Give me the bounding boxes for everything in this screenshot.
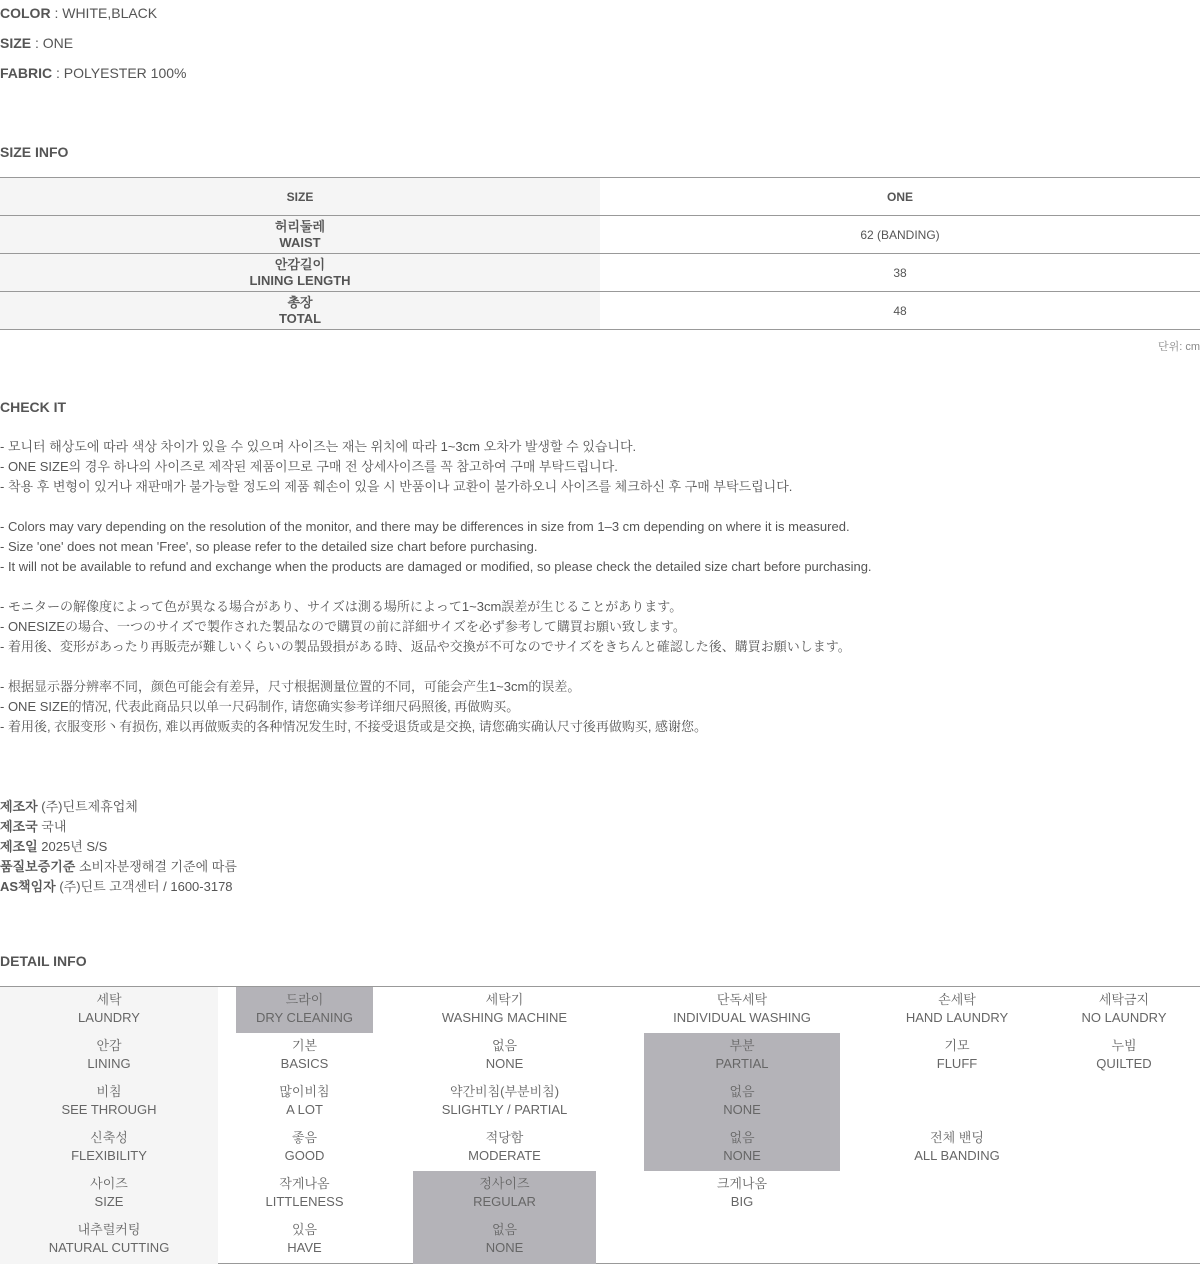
measure-label-ko: 허리둘레 bbox=[274, 218, 326, 234]
table-row bbox=[0, 216, 1200, 254]
option-en: SLIGHTLY / PARTIAL bbox=[441, 1102, 568, 1117]
option-ko: 드라이 bbox=[285, 992, 324, 1007]
option-en: MODERATE bbox=[468, 1148, 541, 1163]
detail-option bbox=[1050, 1037, 1198, 1073]
option-ko: 누빔 bbox=[1111, 1038, 1137, 1053]
label-ko: 비침 bbox=[96, 1084, 122, 1099]
maker-line bbox=[0, 797, 237, 817]
option-en: A LOT bbox=[286, 1102, 323, 1117]
label-ko: 내추럴커팅 bbox=[77, 1222, 141, 1237]
table-row bbox=[0, 254, 1200, 292]
check-line: - Size 'one' does not mean 'Free', so please refer to the detailed size chart before purchasing. bbox=[0, 539, 538, 554]
spec-key: COLOR bbox=[0, 5, 51, 21]
option-ko: 크게나옴 bbox=[716, 1176, 768, 1191]
detail-row-label-natural-cutting bbox=[0, 1221, 218, 1257]
option-en: DRY CLEANING bbox=[255, 1010, 354, 1025]
option-en: NONE bbox=[723, 1148, 761, 1163]
spec-key: SIZE bbox=[0, 35, 32, 51]
detail-option bbox=[413, 1221, 596, 1257]
option-ko: 작게나옴 bbox=[279, 1176, 330, 1191]
detail-option bbox=[236, 991, 373, 1027]
detail-option bbox=[236, 1083, 373, 1119]
detail-option bbox=[413, 1175, 596, 1211]
measure-label-en: TOTAL bbox=[278, 310, 322, 326]
label-en: SIZE bbox=[94, 1194, 124, 1209]
measure-label bbox=[0, 216, 600, 254]
detail-option bbox=[880, 1129, 1034, 1165]
table-row bbox=[0, 292, 1200, 330]
detail-option bbox=[644, 1129, 840, 1165]
detail-row-label-see-through bbox=[0, 1083, 218, 1119]
label-ko: 세탁 bbox=[96, 992, 122, 1007]
detail-option bbox=[644, 1175, 840, 1211]
detail-option bbox=[1050, 991, 1198, 1027]
option-ko: 많이비침 bbox=[279, 1084, 330, 1099]
label-en: LINING bbox=[87, 1056, 131, 1071]
spec-fabric bbox=[0, 65, 186, 81]
check-line: - モニターの解像度によって色が異なる場合があり、サイズは測る場所によって1~3cm誤差が生じることがあります。 bbox=[0, 599, 683, 614]
maker-key: 제조일 bbox=[0, 839, 38, 854]
check-chinese bbox=[0, 677, 707, 737]
maker-key: 제조자 bbox=[0, 799, 38, 814]
label-en: SEE THROUGH bbox=[61, 1102, 157, 1117]
size-table bbox=[0, 177, 1200, 330]
option-en: ALL BANDING bbox=[914, 1148, 1000, 1163]
check-line: - Colors may vary depending on the resolution of the monitor, and there may be differences in size from 1–3 cm depending on where it is measured. bbox=[0, 519, 850, 534]
check-english bbox=[0, 517, 872, 577]
maker-key: 제조국 bbox=[0, 819, 38, 834]
measure-label-en: LINING LENGTH bbox=[249, 272, 351, 288]
measure-value: 48 bbox=[600, 292, 1200, 330]
check-line: - ONE SIZE의 경우 하나의 사이즈로 제작된 제품이므로 구매 전 상세사이즈를 꼭 참고하여 구매 부탁드립니다. bbox=[0, 459, 618, 474]
option-ko: 전체 밴딩 bbox=[930, 1130, 984, 1145]
option-en: QUILTED bbox=[1096, 1056, 1152, 1071]
option-ko: 기모 bbox=[944, 1038, 970, 1053]
option-en: NONE bbox=[485, 1056, 524, 1071]
option-en: PARTIAL bbox=[715, 1056, 769, 1071]
detail-option bbox=[644, 1037, 840, 1073]
maker-key: 품질보증기준 bbox=[0, 859, 76, 874]
spec-value: : ONE bbox=[31, 35, 74, 51]
detail-option bbox=[413, 1129, 596, 1165]
option-en: FLUFF bbox=[936, 1056, 978, 1071]
detail-row-label-size bbox=[0, 1175, 218, 1211]
option-ko: 정사이즈 bbox=[479, 1176, 530, 1191]
label-en: FLEXIBILITY bbox=[71, 1148, 147, 1163]
option-ko: 있음 bbox=[291, 1222, 318, 1237]
maker-line bbox=[0, 837, 237, 857]
spec-value: : POLYESTER 100% bbox=[52, 65, 187, 81]
option-ko: 손세탁 bbox=[938, 992, 976, 1007]
detail-row-label-flexibility bbox=[0, 1129, 218, 1165]
label-ko: 사이즈 bbox=[90, 1176, 128, 1191]
detail-info-title: DETAIL INFO bbox=[0, 953, 87, 969]
detail-option bbox=[413, 1083, 596, 1119]
label-ko: 신축성 bbox=[90, 1130, 128, 1145]
check-line: - 착용 후 변형이 있거나 재판매가 불가능할 정도의 제품 훼손이 있을 시 반품이나 교환이 불가하오니 사이즈를 체크하신 후 구매 부탁드립니다. bbox=[0, 479, 793, 494]
maker-line bbox=[0, 817, 237, 837]
check-line: - ONESIZEの場合、一つのサイズで製作された製品なので購買の前に詳細サイズを必ず参考して購買お願い致します。 bbox=[0, 619, 686, 634]
measure-value: 62 (BANDING) bbox=[600, 216, 1200, 254]
maker-value: 2025년 S/S bbox=[37, 839, 108, 854]
option-ko: 세탁금지 bbox=[1098, 992, 1150, 1007]
option-en: BASICS bbox=[280, 1056, 329, 1071]
option-en: LITTLENESS bbox=[265, 1194, 344, 1209]
option-ko: 없음 bbox=[729, 1130, 755, 1145]
option-en: REGULAR bbox=[473, 1194, 536, 1209]
check-korean bbox=[0, 437, 792, 497]
measure-label-ko: 안감길이 bbox=[274, 256, 326, 272]
detail-option bbox=[413, 1037, 596, 1073]
check-line: - 모니터 해상도에 따라 색상 차이가 있을 수 있으며 사이즈는 재는 위치에 따라 1~3cm 오차가 발생할 수 있습니다. bbox=[0, 439, 637, 454]
maker-value: 소비자분쟁해결 기준에 따름 bbox=[75, 859, 237, 874]
label-ko: 안감 bbox=[96, 1038, 122, 1053]
option-ko: 적당함 bbox=[485, 1130, 524, 1145]
measure-label bbox=[0, 292, 600, 330]
maker-key: AS책임자 bbox=[0, 879, 56, 894]
maker-value: (주)딘트제휴업체 bbox=[37, 799, 138, 814]
option-ko: 기본 bbox=[291, 1038, 318, 1053]
maker-line bbox=[0, 857, 237, 877]
option-ko: 부분 bbox=[729, 1038, 755, 1053]
measure-label-en: WAIST bbox=[279, 234, 321, 250]
option-en: NONE bbox=[485, 1240, 524, 1255]
detail-option bbox=[644, 1083, 840, 1119]
option-ko: 없음 bbox=[491, 1038, 518, 1053]
option-en: GOOD bbox=[284, 1148, 325, 1163]
table-row bbox=[0, 178, 1200, 216]
option-ko: 좋음 bbox=[291, 1130, 318, 1145]
detail-option bbox=[236, 1129, 373, 1165]
maker-info bbox=[0, 797, 237, 897]
check-japanese bbox=[0, 597, 851, 657]
size-info-title: SIZE INFO bbox=[0, 144, 69, 160]
option-ko: 세탁기 bbox=[485, 992, 524, 1007]
spec-key: FABRIC bbox=[0, 65, 53, 81]
option-ko: 없음 bbox=[729, 1084, 755, 1099]
spec-size bbox=[0, 35, 73, 51]
detail-option bbox=[413, 991, 596, 1027]
spec-value: : WHITE,BLACK bbox=[50, 5, 158, 21]
option-ko: 없음 bbox=[491, 1222, 518, 1237]
option-en: HAVE bbox=[287, 1240, 322, 1255]
size-header-label: SIZE bbox=[0, 178, 600, 216]
detail-option bbox=[236, 1037, 373, 1073]
check-line: - 根据显示器分辨率不同，颜色可能会有差异，尺寸根据测量位置的不同，可能会产生1~3cm的误差。 bbox=[0, 679, 581, 694]
check-line: - 着用後, 衣服变形丶有损伤, 难以再做贩卖的各种情况发生时, 不接受退货或是交换, 请您确实确认尺寸後再做购买, 感谢您。 bbox=[0, 719, 708, 734]
measure-label bbox=[0, 254, 600, 292]
detail-grid bbox=[0, 986, 1200, 1264]
detail-row-label-laundry bbox=[0, 991, 218, 1027]
detail-option bbox=[236, 1175, 373, 1211]
check-line: - 着用後、変形があったり再販売が難しいくらいの製品毀損がある時、返品や交換が不可なのでサイズをきちんと確認した後、購買お願いします。 bbox=[0, 639, 851, 654]
check-it-title: CHECK IT bbox=[0, 399, 67, 415]
option-ko: 약간비침(부분비침) bbox=[449, 1084, 560, 1099]
size-header-value: ONE bbox=[600, 178, 1200, 216]
option-ko: 단독세탁 bbox=[716, 992, 768, 1007]
detail-option bbox=[880, 991, 1034, 1027]
detail-option bbox=[644, 991, 840, 1027]
option-en: WASHING MACHINE bbox=[441, 1010, 568, 1025]
option-en: INDIVIDUAL WASHING bbox=[673, 1010, 811, 1025]
label-en: LAUNDRY bbox=[78, 1010, 140, 1025]
option-en: NONE bbox=[723, 1102, 761, 1117]
maker-line bbox=[0, 877, 237, 897]
label-en: NATURAL CUTTING bbox=[48, 1240, 170, 1255]
measure-label-ko: 총장 bbox=[287, 294, 313, 310]
detail-option bbox=[236, 1221, 373, 1257]
option-en: BIG bbox=[730, 1194, 754, 1209]
measure-value: 38 bbox=[600, 254, 1200, 292]
detail-option bbox=[880, 1037, 1034, 1073]
spec-color bbox=[0, 5, 157, 21]
unit-note: 단위: cm bbox=[1157, 341, 1200, 353]
maker-value: 국내 bbox=[37, 819, 67, 834]
detail-row-label-lining bbox=[0, 1037, 218, 1073]
maker-value: (주)딘트 고객센터 / 1600-3178 bbox=[55, 879, 233, 894]
option-en: HAND LAUNDRY bbox=[905, 1010, 1009, 1025]
option-en: NO LAUNDRY bbox=[1081, 1010, 1167, 1025]
check-line: - ONE SIZE的情况, 代表此商品只以单一尺码制作, 请您确实参考详细尺码照後, 再做购买。 bbox=[0, 699, 520, 714]
check-line: - It will not be available to refund and exchange when the products are damaged or modified, so please check the detailed size chart before purchasing. bbox=[0, 559, 872, 574]
